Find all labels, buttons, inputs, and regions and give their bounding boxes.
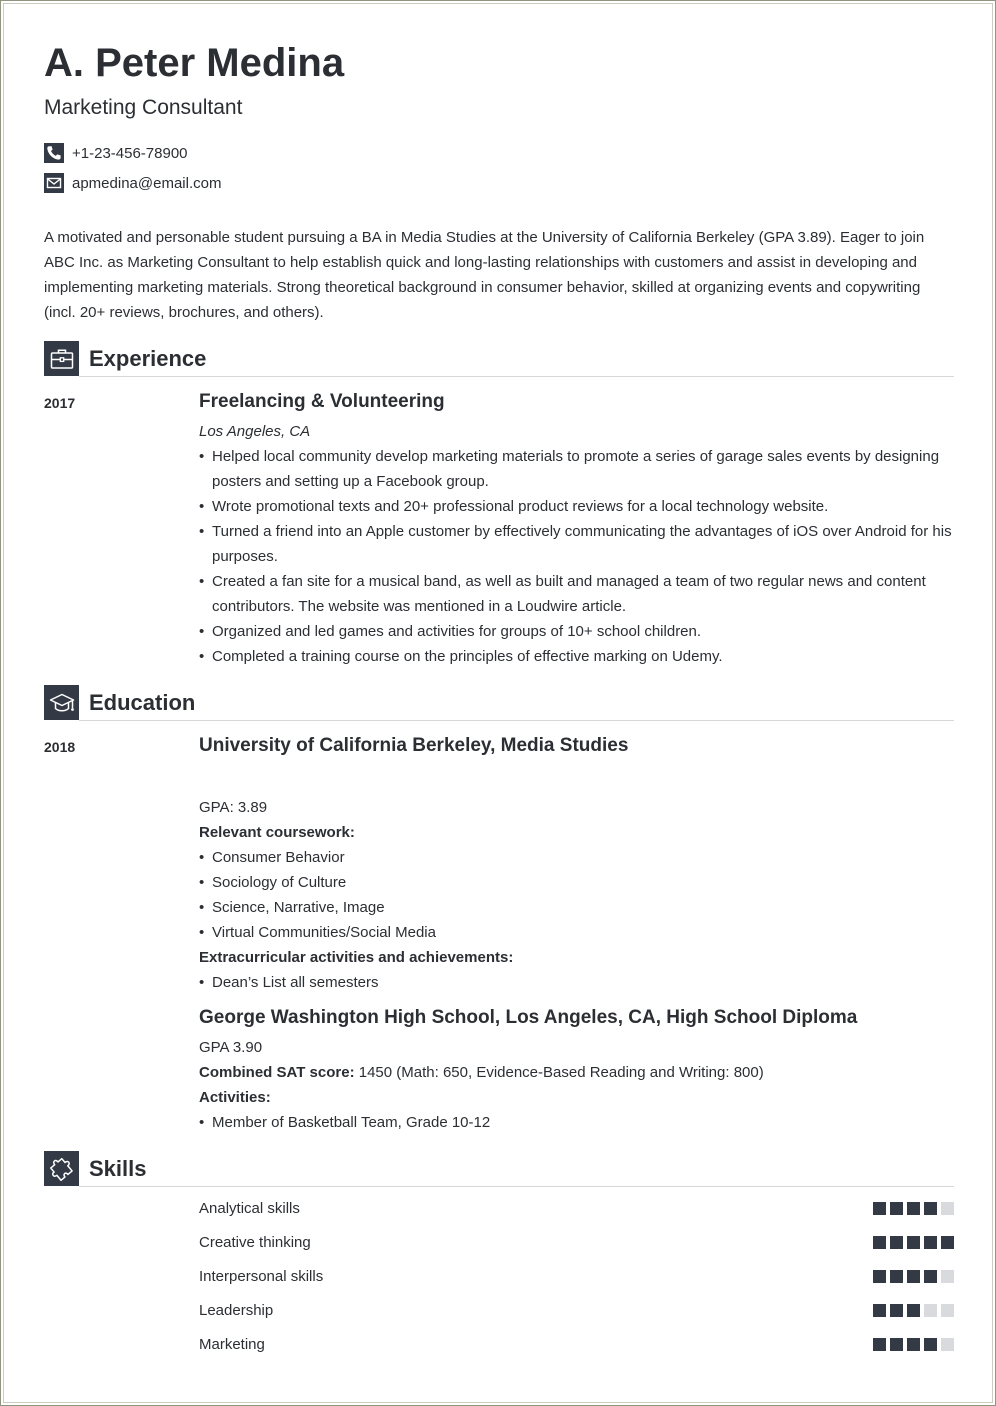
skill-level-filled xyxy=(924,1270,937,1283)
skill-row xyxy=(199,1267,954,1287)
list-item: • Organized and led games and activities for groups of 10+ school children. xyxy=(199,619,954,644)
skill-level-filled xyxy=(907,1270,920,1283)
profile-summary: A motivated and personable student pursuing a BA in Media Studies at the University of California Berkeley (GPA 3.89). Eager to join ABC Inc. as Marketing Consultant to help establish quick and long-lasting relationships with customers and assist in developing and implementing marketing materials. Strong theoretical background in consumer behavior, skilled at organizing events and copywriting (incl. 20+ reviews, brochures, and others). xyxy=(44,229,925,321)
experience-title: Freelancing & Volunteering xyxy=(199,391,445,412)
candidate-name: A. Peter Medina xyxy=(44,41,345,85)
email-address[interactable]: apmedina@email.com xyxy=(72,174,222,192)
experience-date: 2017 xyxy=(44,395,76,411)
skill-level-filled xyxy=(907,1338,920,1351)
extracurricular-label: Extracurricular activities and achievements: xyxy=(199,949,514,966)
skill-level-empty xyxy=(941,1202,954,1215)
university-gpa: GPA: 3.89 xyxy=(199,799,268,816)
skill-level-filled xyxy=(873,1338,886,1351)
section-divider xyxy=(79,1186,954,1187)
experience-bullets xyxy=(199,444,954,669)
contact-email xyxy=(44,173,221,193)
skill-name: Analytical skills xyxy=(199,1200,300,1217)
university-title: University of California Berkeley, Media Studies xyxy=(199,735,629,756)
candidate-role: Marketing Consultant xyxy=(44,96,243,119)
skill-level-empty xyxy=(924,1304,937,1317)
skill-level-filled xyxy=(873,1236,886,1249)
activities-label: Activities: xyxy=(199,1089,271,1106)
skill-level-indicator xyxy=(869,1338,954,1351)
list-item: • Sociology of Culture xyxy=(199,870,954,895)
briefcase-icon xyxy=(44,341,79,376)
coursework-label: Relevant coursework: xyxy=(199,824,355,841)
extracurricular-list xyxy=(199,970,954,995)
skill-level-indicator xyxy=(869,1304,954,1317)
contact-phone xyxy=(44,143,188,163)
experience-entry xyxy=(199,391,954,669)
section-divider xyxy=(79,720,954,721)
section-divider xyxy=(79,376,954,377)
skill-level-filled xyxy=(890,1338,903,1351)
skill-name: Interpersonal skills xyxy=(199,1268,324,1285)
skill-level-filled xyxy=(873,1304,886,1317)
list-item: • Created a fan site for a musical band, as well as built and managed a team of two regular news and content contributors. The website was mentioned in a Loudwire article. xyxy=(199,569,954,619)
skill-level-indicator xyxy=(869,1270,954,1283)
skill-level-filled xyxy=(907,1236,920,1249)
skill-name: Marketing xyxy=(199,1336,265,1353)
list-item: • Turned a friend into an Apple customer by effectively communicating the advantages of iOS over Android for his purposes. xyxy=(199,519,954,569)
skill-level-empty xyxy=(941,1304,954,1317)
skill-level-indicator xyxy=(869,1236,954,1249)
list-item: • Completed a training course on the principles of effective marking on Udemy. xyxy=(199,644,954,669)
skill-level-empty xyxy=(941,1338,954,1351)
coursework-list xyxy=(199,845,954,945)
education-section-header xyxy=(44,685,954,721)
list-item: • Member of Basketball Team, Grade 10-12 xyxy=(199,1110,954,1135)
envelope-icon xyxy=(44,173,64,193)
list-item: • Consumer Behavior xyxy=(199,845,954,870)
list-item: • Science, Narrative, Image xyxy=(199,895,954,920)
list-item: • Dean’s List all semesters xyxy=(199,970,954,995)
skill-level-filled xyxy=(924,1236,937,1249)
skill-row xyxy=(199,1301,954,1321)
experience-location: Los Angeles, CA xyxy=(199,423,311,440)
phone-number[interactable]: +1-23-456-78900 xyxy=(72,144,188,162)
phone-icon xyxy=(44,143,64,163)
education-heading: Education xyxy=(89,690,196,715)
puzzle-icon xyxy=(44,1151,79,1186)
sat-label: Combined SAT score: xyxy=(199,1064,355,1081)
skill-row xyxy=(199,1335,954,1355)
high-school-gpa: GPA 3.90 xyxy=(199,1039,263,1056)
skills-heading: Skills xyxy=(89,1156,147,1181)
experience-heading: Experience xyxy=(89,346,207,371)
education-date: 2018 xyxy=(44,739,76,755)
skill-level-filled xyxy=(907,1304,920,1317)
skill-level-filled xyxy=(941,1236,954,1249)
skills-section-header xyxy=(44,1151,954,1187)
skill-name: Leadership xyxy=(199,1302,274,1319)
skill-level-filled xyxy=(890,1202,903,1215)
skill-level-filled xyxy=(890,1270,903,1283)
skill-row xyxy=(199,1233,954,1253)
skill-level-filled xyxy=(890,1304,903,1317)
skill-name: Creative thinking xyxy=(199,1234,311,1251)
skill-level-filled xyxy=(924,1202,937,1215)
skill-level-filled xyxy=(907,1202,920,1215)
university-entry xyxy=(199,735,954,995)
list-item: • Wrote promotional texts and 20+ professional product reviews for a local technology website. xyxy=(199,494,954,519)
list-item: • Helped local community develop marketing materials to promote a series of garage sales events by designing posters and setting up a Facebook group. xyxy=(199,444,954,494)
sat-value: 1450 (Math: 650, Evidence-Based Reading and Writing: 800) xyxy=(354,1064,764,1081)
skill-level-indicator xyxy=(869,1202,954,1215)
skill-level-empty xyxy=(941,1270,954,1283)
experience-section-header xyxy=(44,341,954,377)
skill-row xyxy=(199,1199,954,1219)
high-school-title: George Washington High School, Los Angeles, CA, High School Diploma xyxy=(199,1007,858,1028)
graduation-cap-icon xyxy=(44,685,79,720)
skill-level-filled xyxy=(890,1236,903,1249)
high-school-entry xyxy=(199,1007,954,1135)
activities-list xyxy=(199,1110,954,1135)
sat-score xyxy=(199,1060,954,1085)
skill-level-filled xyxy=(924,1338,937,1351)
skill-level-filled xyxy=(873,1270,886,1283)
list-item: • Virtual Communities/Social Media xyxy=(199,920,954,945)
skill-level-filled xyxy=(873,1202,886,1215)
